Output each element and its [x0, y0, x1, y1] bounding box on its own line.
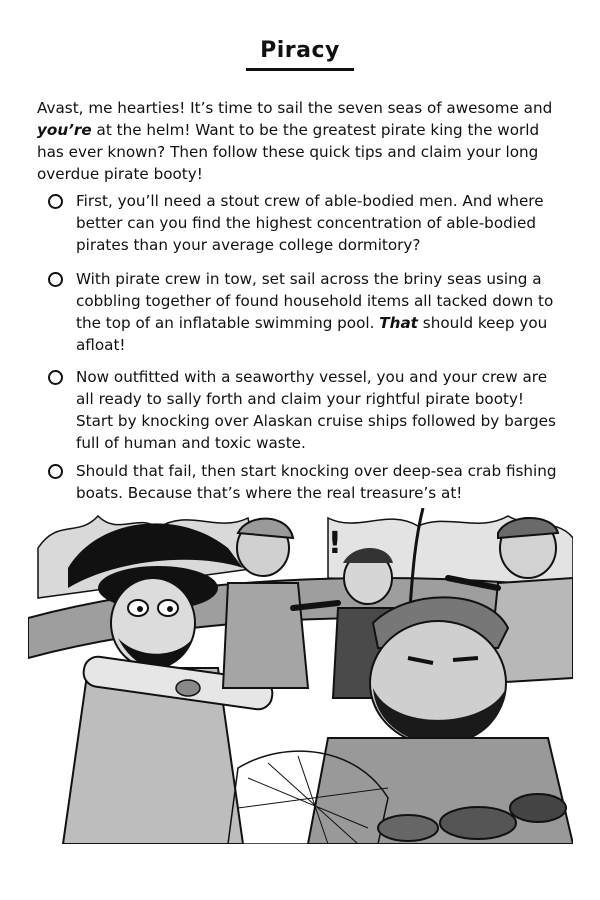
title-wrap — [0, 38, 600, 71]
circle-bullet-icon — [48, 464, 63, 479]
intro-paragraph — [37, 97, 567, 185]
circle-bullet-icon — [48, 370, 63, 385]
intro-text-2: at the helm! Want to be the greatest pirate king the world has ever known? Then follow these quick tips and claim your long overdue pirate booty! — [37, 121, 540, 183]
tip-text-a: Should that fail, then start knocking over deep-sea crab fishing boats. Because that’s where the real treasure’s at! — [76, 462, 557, 502]
crab-icon — [440, 807, 516, 839]
intro-text-1: Avast, me hearties! It’s time to sail the seven seas of awesome and — [37, 99, 553, 117]
intro-emphasis: you’re — [37, 121, 92, 139]
tip-text-b: should keep you afloat! — [76, 314, 548, 354]
tip-emphasis: That — [379, 314, 418, 332]
pirate-crew-illustration — [28, 508, 573, 844]
circle-bullet-icon — [48, 194, 63, 209]
exclamation-mark: ! — [328, 526, 342, 561]
crab-icon — [510, 794, 566, 822]
tip-text: First, you’ll need a stout crew of able-bodied men. And where better can you find the highest concentration of able-bodied pirates than your average college dormitory? — [76, 192, 544, 254]
tip-item-1 — [48, 190, 563, 256]
tip-text-a: With pirate crew in tow, set sail across the briny seas using a cobbling together of found household items all tacked down to the top of an inflatable swimming pool. — [76, 270, 554, 332]
tip-text: Now outfitted with a seaworthy vessel, you and your crew are all ready to sally forth and claim your rightful pirate booty! Start by knocking over Alaskan cruise ships followed by barges full of human and toxic waste. — [76, 368, 556, 452]
crab-icon — [378, 815, 438, 841]
page-title: Piracy — [246, 38, 354, 71]
circle-bullet-icon — [48, 272, 63, 287]
tip-item-2 — [48, 268, 563, 356]
tip-item-3 — [48, 366, 563, 454]
